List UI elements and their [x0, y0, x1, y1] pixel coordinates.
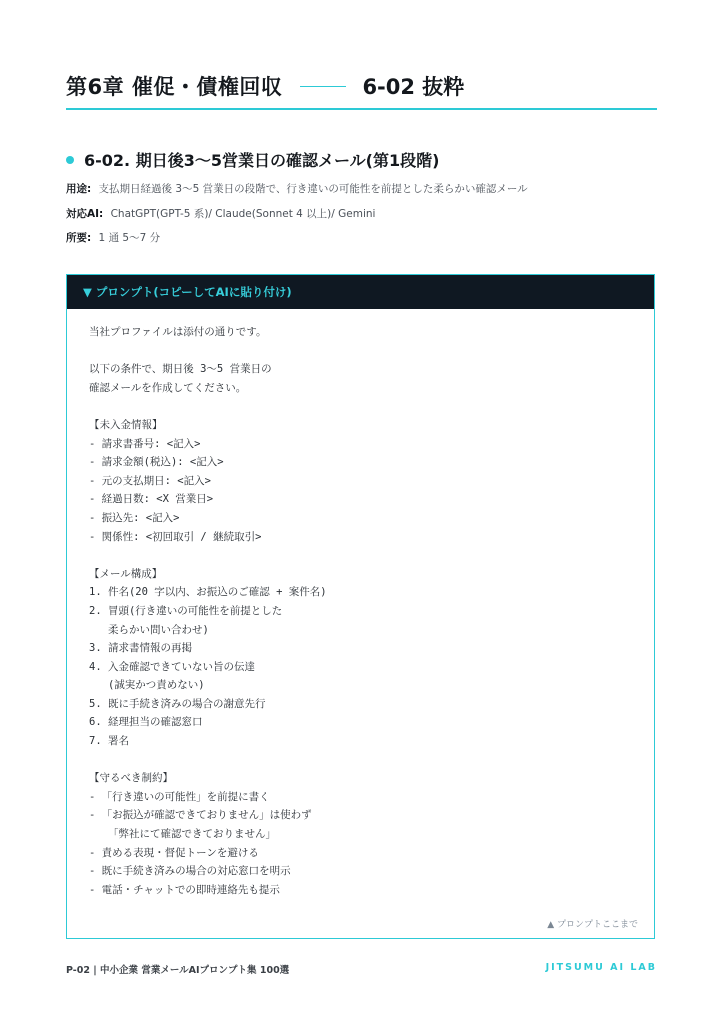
prompt-line: - 関係性: <初回取引 / 継続取引> [89, 530, 262, 543]
header-divider-line [300, 86, 346, 87]
prompt-line: 当社プロファイルは添付の通りです。 [89, 326, 267, 338]
chapter-title: 第6章 催促・債権回収 [66, 75, 283, 99]
purpose-label: 用途: [66, 183, 92, 195]
prompt-line: 1. 件名(20 字以内、お振込のご確認 + 案件名) [89, 586, 327, 599]
prompt-line: 5. 既に手続き済みの場合の謝意先行 [89, 697, 266, 710]
footer-brand: JITSUMU AI LAB [545, 962, 657, 973]
prompt-line: - 既に手続き済みの場合の対応窓口を明示 [89, 865, 291, 878]
excerpt-title: 6-02 抜粋 [362, 75, 465, 99]
ai-value: ChatGPT(GPT-5 系)/ Claude(Sonnet 4 以上)/ Gemini [110, 208, 376, 220]
prompt-line: 以下の条件で、期日後 3〜5 営業日の [89, 363, 272, 376]
prompt-end-marker: ▲ プロンプトここまで [547, 920, 638, 930]
prompt-line: 4. 入金確認できていない旨の伝達 [89, 660, 255, 673]
prompt-line: 2. 冒頭(行き違いの可能性を前提とした [89, 604, 283, 617]
prompt-line: 【未入金情報】 [89, 418, 163, 431]
purpose-row [66, 181, 528, 196]
prompt-line: - 元の支払期日: <記入> [89, 474, 211, 487]
section-heading [66, 148, 439, 171]
prompt-box[interactable] [66, 274, 655, 939]
ai-row [66, 206, 375, 221]
prompt-line [89, 751, 638, 770]
prompt-line: - 「お振込が確認できておりません」は使わず [89, 809, 312, 822]
prompt-line: - 「行き違いの可能性」を前提に書く [89, 790, 270, 803]
prompt-line: 3. 請求書情報の再掲 [89, 642, 192, 655]
prompt-line [89, 397, 638, 416]
prompt-line: 「弊社にて確認できておりません」 [89, 828, 276, 841]
ai-label: 対応AI: [66, 208, 104, 220]
prompt-line: 【メール構成】 [89, 567, 163, 580]
page-header [66, 64, 657, 108]
prompt-line: 7. 署名 [89, 735, 129, 748]
section-title: 6-02. 期日後3〜5営業日の確認メール(第1段階) [84, 151, 440, 170]
prompt-line: 確認メールを作成してください。 [89, 381, 247, 394]
bullet-dot-icon [66, 156, 74, 164]
prompt-line: 柔らかい問い合わせ) [89, 623, 209, 636]
prompt-line: - 振込先: <記入> [89, 511, 180, 524]
time-label: 所要: [66, 232, 92, 244]
prompt-header: ▼ プロンプト(コピーしてAIに貼り付け) [67, 275, 654, 309]
time-row [66, 230, 160, 245]
prompt-body[interactable] [89, 323, 638, 899]
prompt-line: - 請求金額(税込): <記入> [89, 456, 224, 469]
header-rule [66, 108, 657, 110]
prompt-line: - 経過日数: <X 営業日> [89, 493, 214, 506]
footer-page-info: P-02 | 中小企業 営業メールAIプロンプト集 100選 [66, 965, 290, 976]
prompt-line [89, 546, 638, 565]
time-value: 1 通 5〜7 分 [98, 232, 161, 244]
prompt-line: - 責める表現・督促トーンを避ける [89, 846, 259, 859]
prompt-line: 【守るべき制約】 [89, 772, 173, 785]
prompt-line [89, 342, 638, 361]
purpose-value: 支払期日経過後 3〜5 営業日の段階で、行き違いの可能性を前提とした柔らかい確認メール [98, 183, 528, 195]
prompt-line: - 電話・チャットでの即時連絡先も提示 [89, 883, 280, 896]
prompt-line: - 請求書番号: <記入> [89, 437, 201, 450]
prompt-line: (誠実かつ責めない) [89, 679, 205, 692]
prompt-line: 6. 経理担当の確認窓口 [89, 716, 203, 729]
